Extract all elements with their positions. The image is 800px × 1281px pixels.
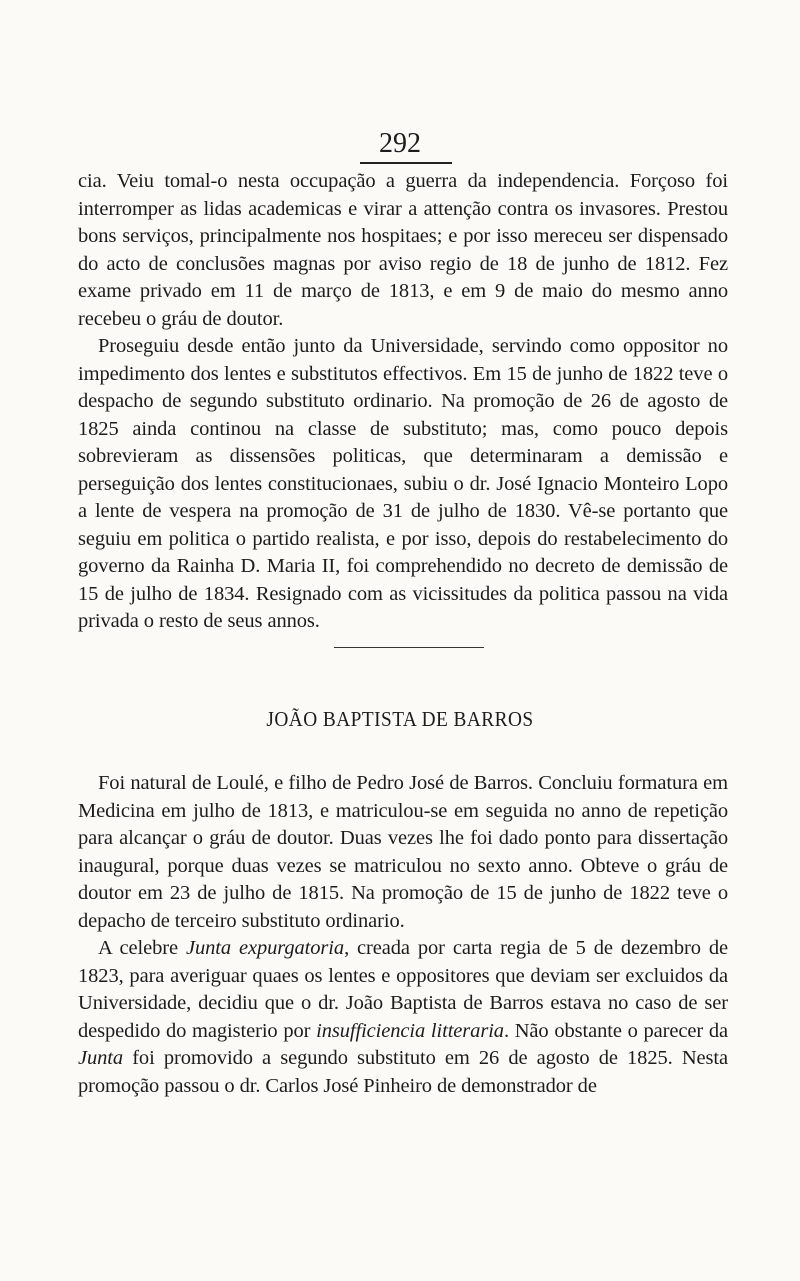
junta-text-2: , creada por carta regia de 5 de dezembro de 1823, para averiguar quaes os lentes e oppositores que deviam ser excluidos da Universidade, decidiu que o dr. João Baptista de Barros estava no caso de ser despedido do magisterio por — [78, 937, 729, 1042]
section-heading: JOÃO BAPTISTA DE BARROS — [266, 707, 534, 731]
page-number: 292 — [379, 128, 421, 159]
paragraph-career: Proseguiu desde então junto da Universidade, servindo como oppositor no impedimento dos lentes e substitutos effectivos. Em 15 de junho de 1822 teve o despacho de segundo substituto ordinario. Na promoção de 26 de agosto de 1825 ainda continou na classe de substituto; mas, como pouco depois sobrevieram as dissensões politicas, que determinaram a demissão e perseguição dos lentes constitucionaes, subiu o dr. José Ignacio Monteiro Lopo a lente de vespera na promoção de 31 de julho de 1830. Vê-se portanto que seguiu em politica o partido realista, e por isso, depois do restabelecimento do governo da Rainha D. Maria II, foi comprehendido no decreto de demissão de 15 de julho de 1834. Resignado com as vicissitudes da politica passou na vida privada o resto de seus annos. — [78, 335, 728, 632]
text-block-bottom — [78, 770, 728, 1100]
section-divider — [334, 647, 484, 648]
page-number-rule — [360, 162, 452, 164]
junta-text-1: A celebre — [98, 937, 186, 959]
junta-text-4: foi promovido a segundo substituto em 26 de agosto de 1825. Nesta promoção passou o dr. Carlos José Pinheiro de demonstrador de — [78, 1047, 728, 1097]
junta-italic-2: insufficiencia litteraria — [316, 1019, 504, 1042]
junta-italic-1: Junta expurgatoria — [185, 937, 345, 959]
junta-text-3: . Não obstante o parecer da — [503, 1019, 729, 1042]
text-block-top — [78, 168, 728, 636]
paragraph-continuation: cia. Veiu tomal-o nesta occupação a guerra da independencia. Forçoso foi interromper as lidas academicas e virar a attenção contra os invasores. Prestou bons serviços, principalmente nos hospitaes; e por isso mereceu ser dispensado do acto de conclusões magnas por aviso regio de 18 de junho de 1812. Fez exame privado em 11 de março de 1813, e em 9 de maio do mesmo anno recebeu o gráu de doutor. — [78, 170, 728, 330]
junta-italic-3: Junta — [78, 1047, 124, 1069]
paragraph-biography: Foi natural de Loulé, e filho de Pedro José de Barros. Concluiu formatura em Medicina em julho de 1813, e matriculou-se em seguida no anno de repetição para alcançar o gráu de doutor. Duas vezes lhe foi dado ponto para dissertação inaugural, porque duas vezes se matriculou no sexto anno. Obteve o gráu de doutor em 23 de julho de 1815. Na promoção de 15 de junho de 1822 teve o depacho de terceiro substituto ordinario. — [78, 772, 728, 932]
paragraph-junta — [78, 935, 728, 1100]
